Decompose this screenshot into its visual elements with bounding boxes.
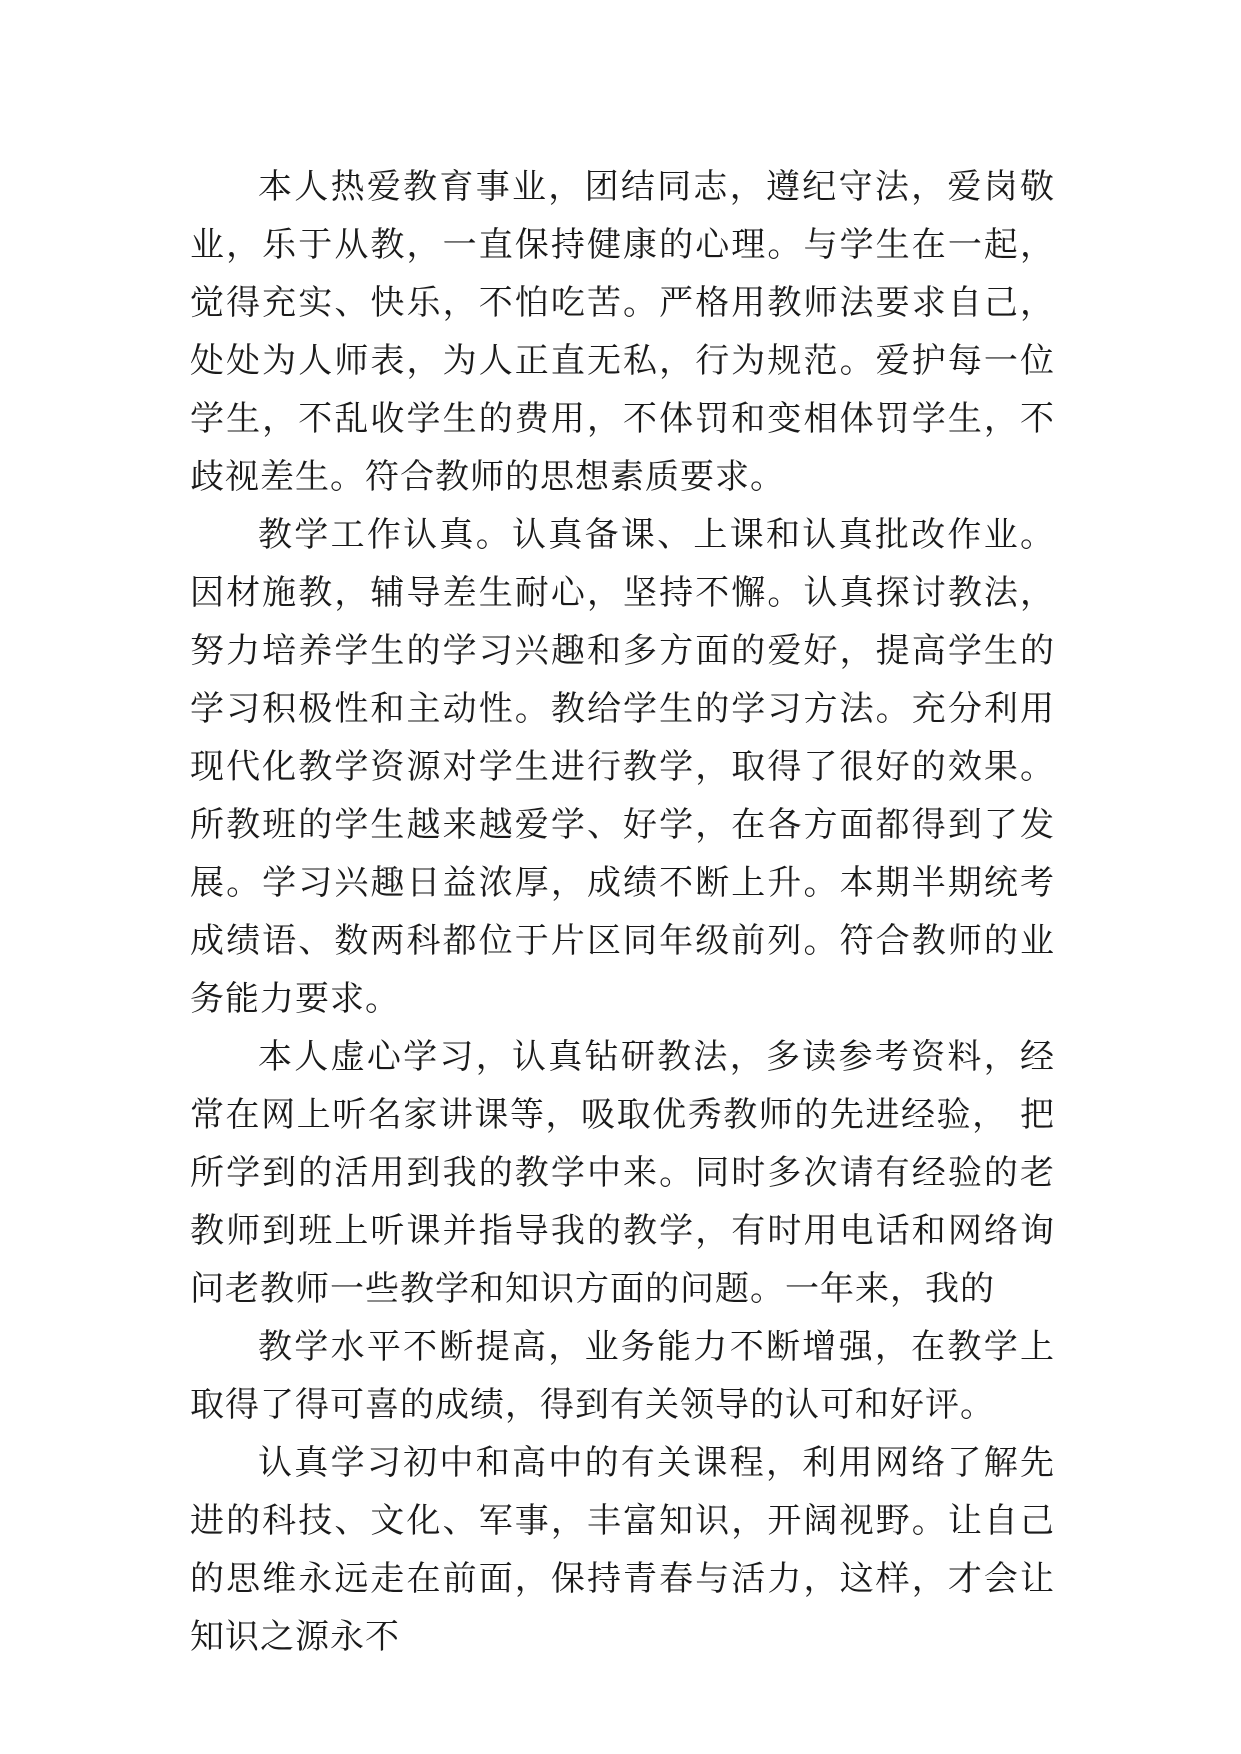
- paragraph-teaching-work: 教学工作认真。认真备课、上课和认真批改作业。因材施教，辅导差生耐心，坚持不懈。认真探讨教法，努力培养学生的学习兴趣和多方面的爱好，提高学生的学习积极性和主动性。教给学生的学习方法。充分利用现代化教学资源对学生进行教学，取得了很好的效果。所教班的学生越来越爱学、好学，在各方面都得到了发展。学习兴趣日益浓厚，成绩不断上升。本期半期统考成绩语、数两科都位于片区同年级前列。符合教师的业务能力要求。: [190, 515, 1055, 1019]
- document-body: [190, 158, 1055, 1666]
- paragraph-self-study: 本人虚心学习，认真钻研教法，多读参考资料，经常在网上听名家讲课等，吸取优秀教师的先进经验， 把所学到的活用到我的教学中来。同时多次请有经验的老教师到班上听课并指导我的教学，有时用电话和网络询问老教师一些教学和知识方面的问题。一年来，我的: [190, 1037, 1055, 1309]
- paragraph-teaching-level: 教学水平不断提高，业务能力不断增强，在教学上取得了得可喜的成绩，得到有关领导的认可和好评。: [190, 1327, 1055, 1425]
- paragraph-ethics: 本人热爱教育事业，团结同志，遵纪守法，爱岗敬业，乐于从教，一直保持健康的心理。与学生在一起，觉得充实、快乐，不怕吃苦。严格用教师法要求自己，处处为人师表，为人正直无私，行为规范。爱护每一位学生，不乱收学生的费用，不体罚和变相体罚学生，不歧视差生。符合教师的思想素质要求。: [190, 167, 1055, 497]
- paragraph-knowledge: 认真学习初中和高中的有关课程，利用网络了解先进的科技、文化、军事，丰富知识，开阔视野。让自己的思维永远走在前面，保持青春与活力，这样，才会让知识之源永不: [190, 1443, 1055, 1657]
